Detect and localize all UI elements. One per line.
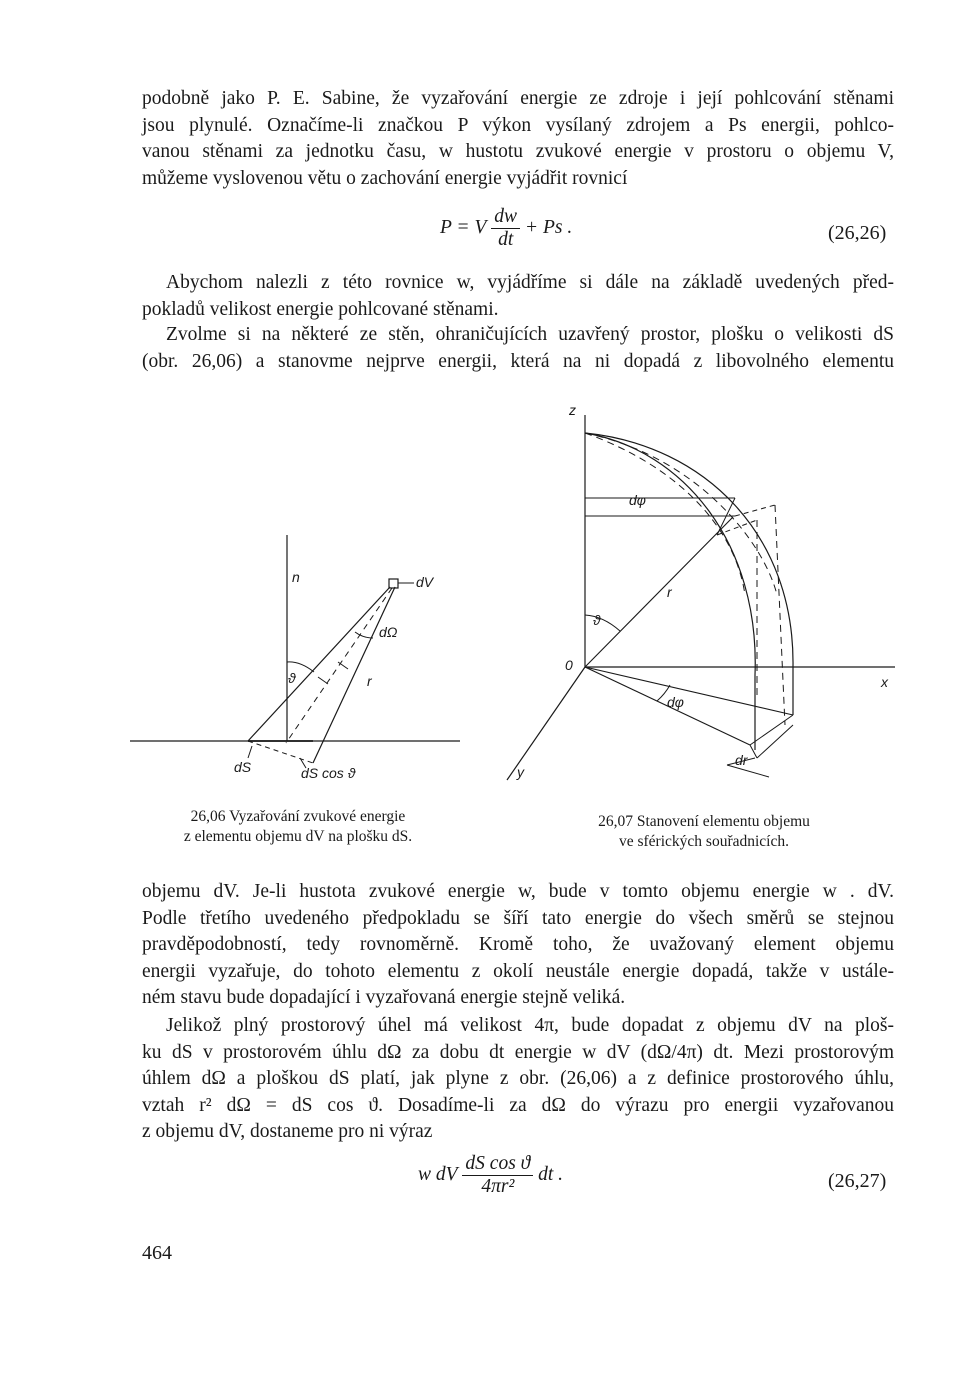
- text-line: objemu dV. Je-li hustota zvukové energie w, bude v tomto objemu energie w . dV.: [142, 881, 894, 902]
- text-line: z objemu dV, dostaneme pro ni výraz: [142, 1121, 433, 1142]
- equation-26-27: [418, 1153, 563, 1198]
- fraction-numerator: dS cos ϑ: [462, 1153, 533, 1176]
- fraction-denominator: 4πr²: [481, 1176, 515, 1197]
- cone-edge: [313, 587, 395, 763]
- text-line: podobně jako P. E. Sabine, že vyzařování energie ze zdroje i její pohlcování stěnami: [142, 88, 894, 109]
- text-line: Jelikož plný prostorový úhel má velikost 4π, bude dopadat z objemu dV na ploš-: [166, 1015, 894, 1036]
- text-line: pravděpodobností, tedy rovnoměrně. Kromě toho, že uvažovaný element objemu: [142, 934, 894, 955]
- text-line: energii vyzařuje, do tohoto elementu z okolí neustále energie dopadá, takže v ustále-: [142, 960, 894, 982]
- equation-number: (26,27): [828, 1170, 887, 1192]
- outer-arc: [585, 433, 793, 715]
- label-dphi-bottom: dφ: [667, 694, 684, 710]
- label-dV: dV: [416, 574, 434, 590]
- equation-fraction: [462, 1153, 533, 1198]
- caption-line: 26,06 Vyzařování zvukové energie: [190, 808, 406, 825]
- text-line: (obr. 26,06) a stanovme nejprve energii, která na ni dopadá z libovolného elementu: [142, 350, 894, 372]
- equation-26-26: [440, 206, 572, 251]
- page-number: 464: [142, 1242, 172, 1264]
- text-line: ku dS v prostorovém úhlu dΩ za dobu dt energie w dV (dΩ/4π) dt. Mezi prostorovým: [142, 1041, 894, 1063]
- text-line: pokladů velikost energie pohlcované stěnami.: [142, 298, 499, 320]
- label-theta: ϑ: [288, 670, 296, 686]
- cone-edge: [248, 587, 390, 741]
- text-line: vanou stěnami za jednotku času, w hustotu zvukové energie v prostoru o objemu V,: [142, 141, 894, 162]
- figure-26-07: [495, 395, 905, 795]
- figure-26-06: [120, 520, 470, 795]
- text-line: vztah r² dΩ = dS cos ϑ. Dosadíme-li za dΩ do výrazu pro energii vyzařovanou: [142, 1094, 894, 1116]
- label-dS-cos: dS cos ϑ: [301, 765, 356, 781]
- label-r: r: [667, 584, 672, 600]
- equation-rhs: dt .: [538, 1163, 564, 1185]
- equation-number: (26,26): [828, 222, 887, 244]
- figure-caption-26-06: [138, 807, 458, 847]
- label-dr: dr: [735, 752, 748, 768]
- text-line: Abychom nalezli z této rovnice w, vyjádříme si dále na základě uvedených před-: [166, 272, 894, 293]
- equation-fraction: [491, 206, 520, 251]
- paragraph-intro: [142, 86, 894, 192]
- paragraph-objemu: [142, 879, 894, 1012]
- text-line: Zvolme si na některé ze stěn, ohraničujících uzavřený prostor, plošku o velikosti dS: [166, 324, 894, 345]
- equation-lhs: P = V: [440, 216, 487, 238]
- caption-line: z elementu objemu dV na plošku dS.: [183, 828, 413, 845]
- equation-lhs: w dV: [418, 1163, 458, 1185]
- label-x: x: [881, 674, 888, 690]
- radius-line: [585, 517, 733, 667]
- label-n: n: [292, 569, 300, 585]
- volume-element: [389, 579, 398, 588]
- fraction-numerator: dw: [491, 206, 520, 229]
- text-line: můžeme vyslovenou větu o zachování energie vyjádřit rovnicí: [142, 167, 628, 189]
- label-r: r: [367, 673, 372, 689]
- label-dphi-top: dφ: [629, 492, 646, 508]
- paragraph-jelikoz: [142, 1013, 894, 1146]
- label-theta: ϑ: [593, 612, 601, 628]
- text-line: Podle třetího uvedeného předpokladu se šíří tato energie do všech směrů se stejnou: [142, 907, 894, 929]
- equation-rhs: + Ps .: [524, 216, 573, 238]
- label-origin: 0: [565, 657, 573, 673]
- text-line: ném stavu bude dopadající i vyzařovaná energie stejně veliká.: [142, 987, 626, 1008]
- label-y: y: [517, 764, 524, 780]
- text-line: jsou plynulé. Označíme-li značkou P výkon vysílaný zdrojem a Ps energii, pohlco-: [142, 114, 894, 136]
- caption-line: ve sférických souřadnicích.: [618, 833, 789, 850]
- paragraph-zvolme: [142, 322, 894, 375]
- text-line: úhlem dΩ a ploškou dS platí, jak plyne z obr. (26,06) a z definice prostorového úhlu,: [142, 1068, 894, 1089]
- label-dOmega: dΩ: [379, 624, 398, 640]
- caption-line: 26,07 Stanovení elementu objemu: [598, 813, 810, 830]
- label-dS: dS: [234, 759, 252, 775]
- fraction-denominator: dt: [498, 229, 514, 250]
- label-z: z: [569, 402, 576, 418]
- paragraph-abychom: [142, 270, 894, 323]
- figure-caption-26-07: [545, 812, 863, 852]
